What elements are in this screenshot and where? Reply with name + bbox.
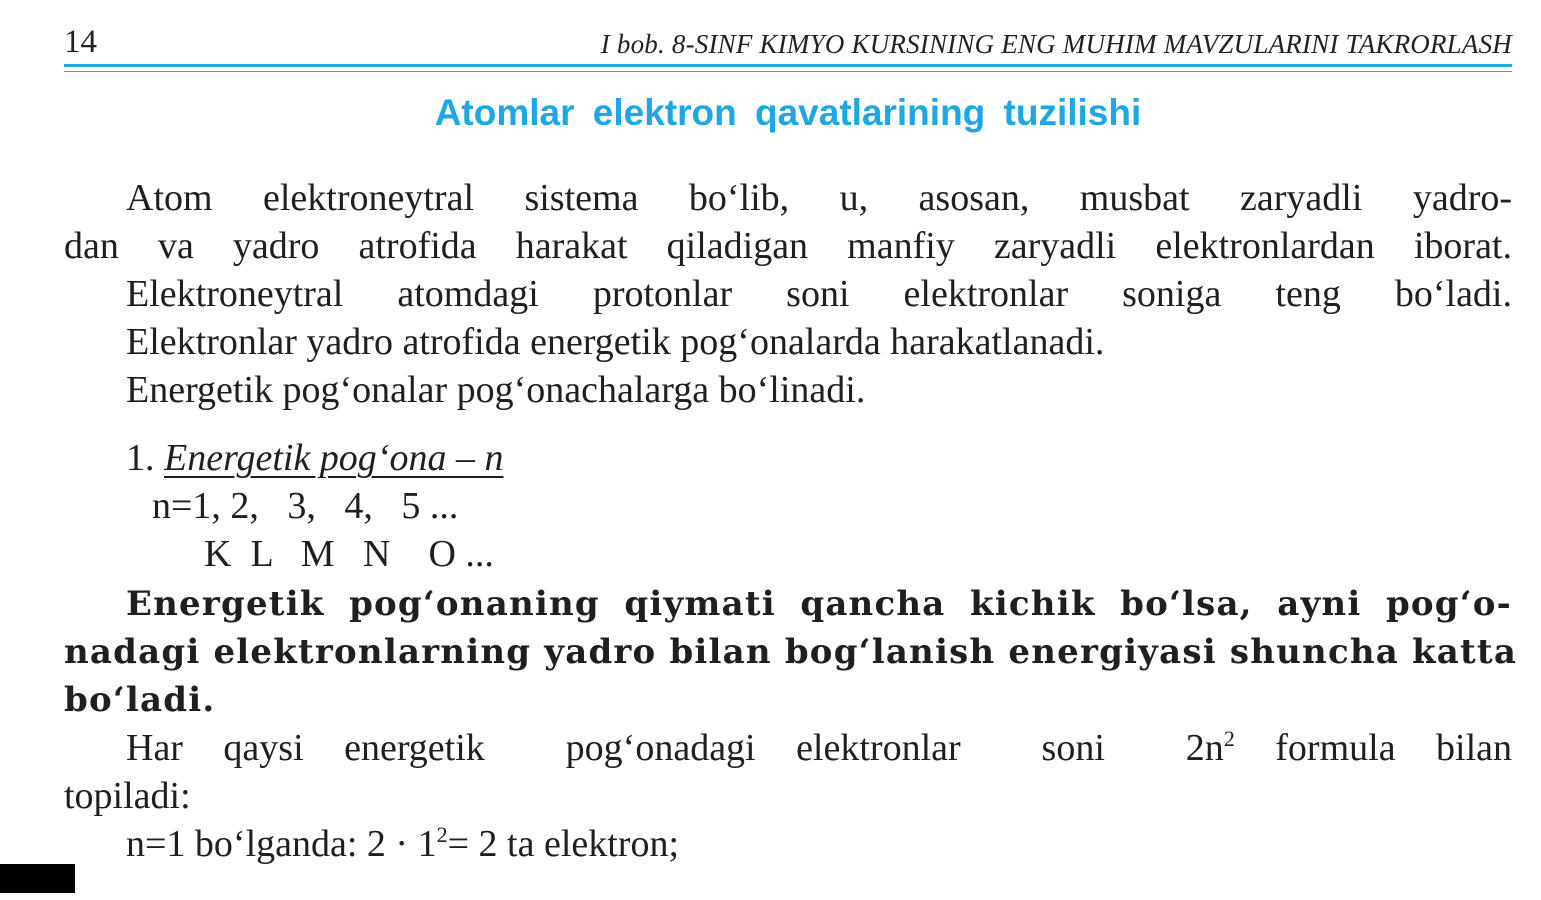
header-rule-thin [64, 71, 1512, 72]
example-n1 [126, 820, 679, 868]
intro-paragraph-line-2: dan va yadro atrofida harakat qiladigan manfiy zaryadli elektronlardan iborat. [64, 225, 1512, 267]
electrons-statement: Elektronlar yadro atrofida energetik pog‘onalarda harakatlanadi. [126, 321, 1105, 363]
item-1-title: Energetik pog‘ona – n [164, 437, 504, 479]
corner-marker [0, 864, 75, 893]
formula-sentence-line-2: topiladi: [64, 775, 191, 817]
example-before: n=1 bo‘lganda: 2 · 1 [126, 823, 437, 865]
example-exponent: 2 [436, 822, 448, 847]
header-rule-thick [64, 64, 1512, 67]
formula-exponent: 2 [1223, 726, 1235, 751]
rule-line-2: nadagi elektronlarning yadro bilan bog‘lanish energiyasi shuncha katta [64, 632, 1518, 672]
item-1-heading [126, 434, 503, 482]
rule-line-1: Energetik pog‘onaning qiymati qancha kichik bo‘lsa, ayni pog‘o- [126, 584, 1512, 624]
chapter-title: I bob. 8-SINF KIMYO KURSINING ENG MUHIM MAVZULARINI TAKRORLASH [600, 29, 1512, 59]
intro-paragraph-line-1: Atom elektroneytral sistema bo‘lib, u, asosan, musbat zaryadli yadro- [126, 177, 1512, 219]
running-header [64, 22, 1512, 62]
protons-statement: Elektroneytral atomdagi protonlar soni elektronlar soniga teng bo‘ladi. [126, 273, 1512, 315]
textbook-page [64, 0, 1518, 900]
item-1-number: 1. [126, 437, 155, 479]
n-values-row: n=1, 2, 3, 4, 5 ... [152, 485, 459, 527]
formula-text-before: Har qaysi energetik pog‘onadagi elektronlar soni 2n [126, 727, 1224, 769]
rule-line-3: bo‘ladi. [64, 680, 216, 720]
formula-sentence-line-1 [126, 724, 1512, 772]
section-title: Atomlar elektron qavatlarining tuzilishi [434, 92, 1142, 133]
shell-letters-row: K L M N O ... [204, 533, 494, 575]
sublevels-statement: Energetik pog‘onalar pog‘onachalarga bo‘linadi. [126, 369, 866, 411]
example-after: = 2 ta elektron; [447, 823, 680, 865]
formula-text-after: formula bilan [1234, 727, 1512, 769]
page-number: 14 [64, 24, 97, 60]
